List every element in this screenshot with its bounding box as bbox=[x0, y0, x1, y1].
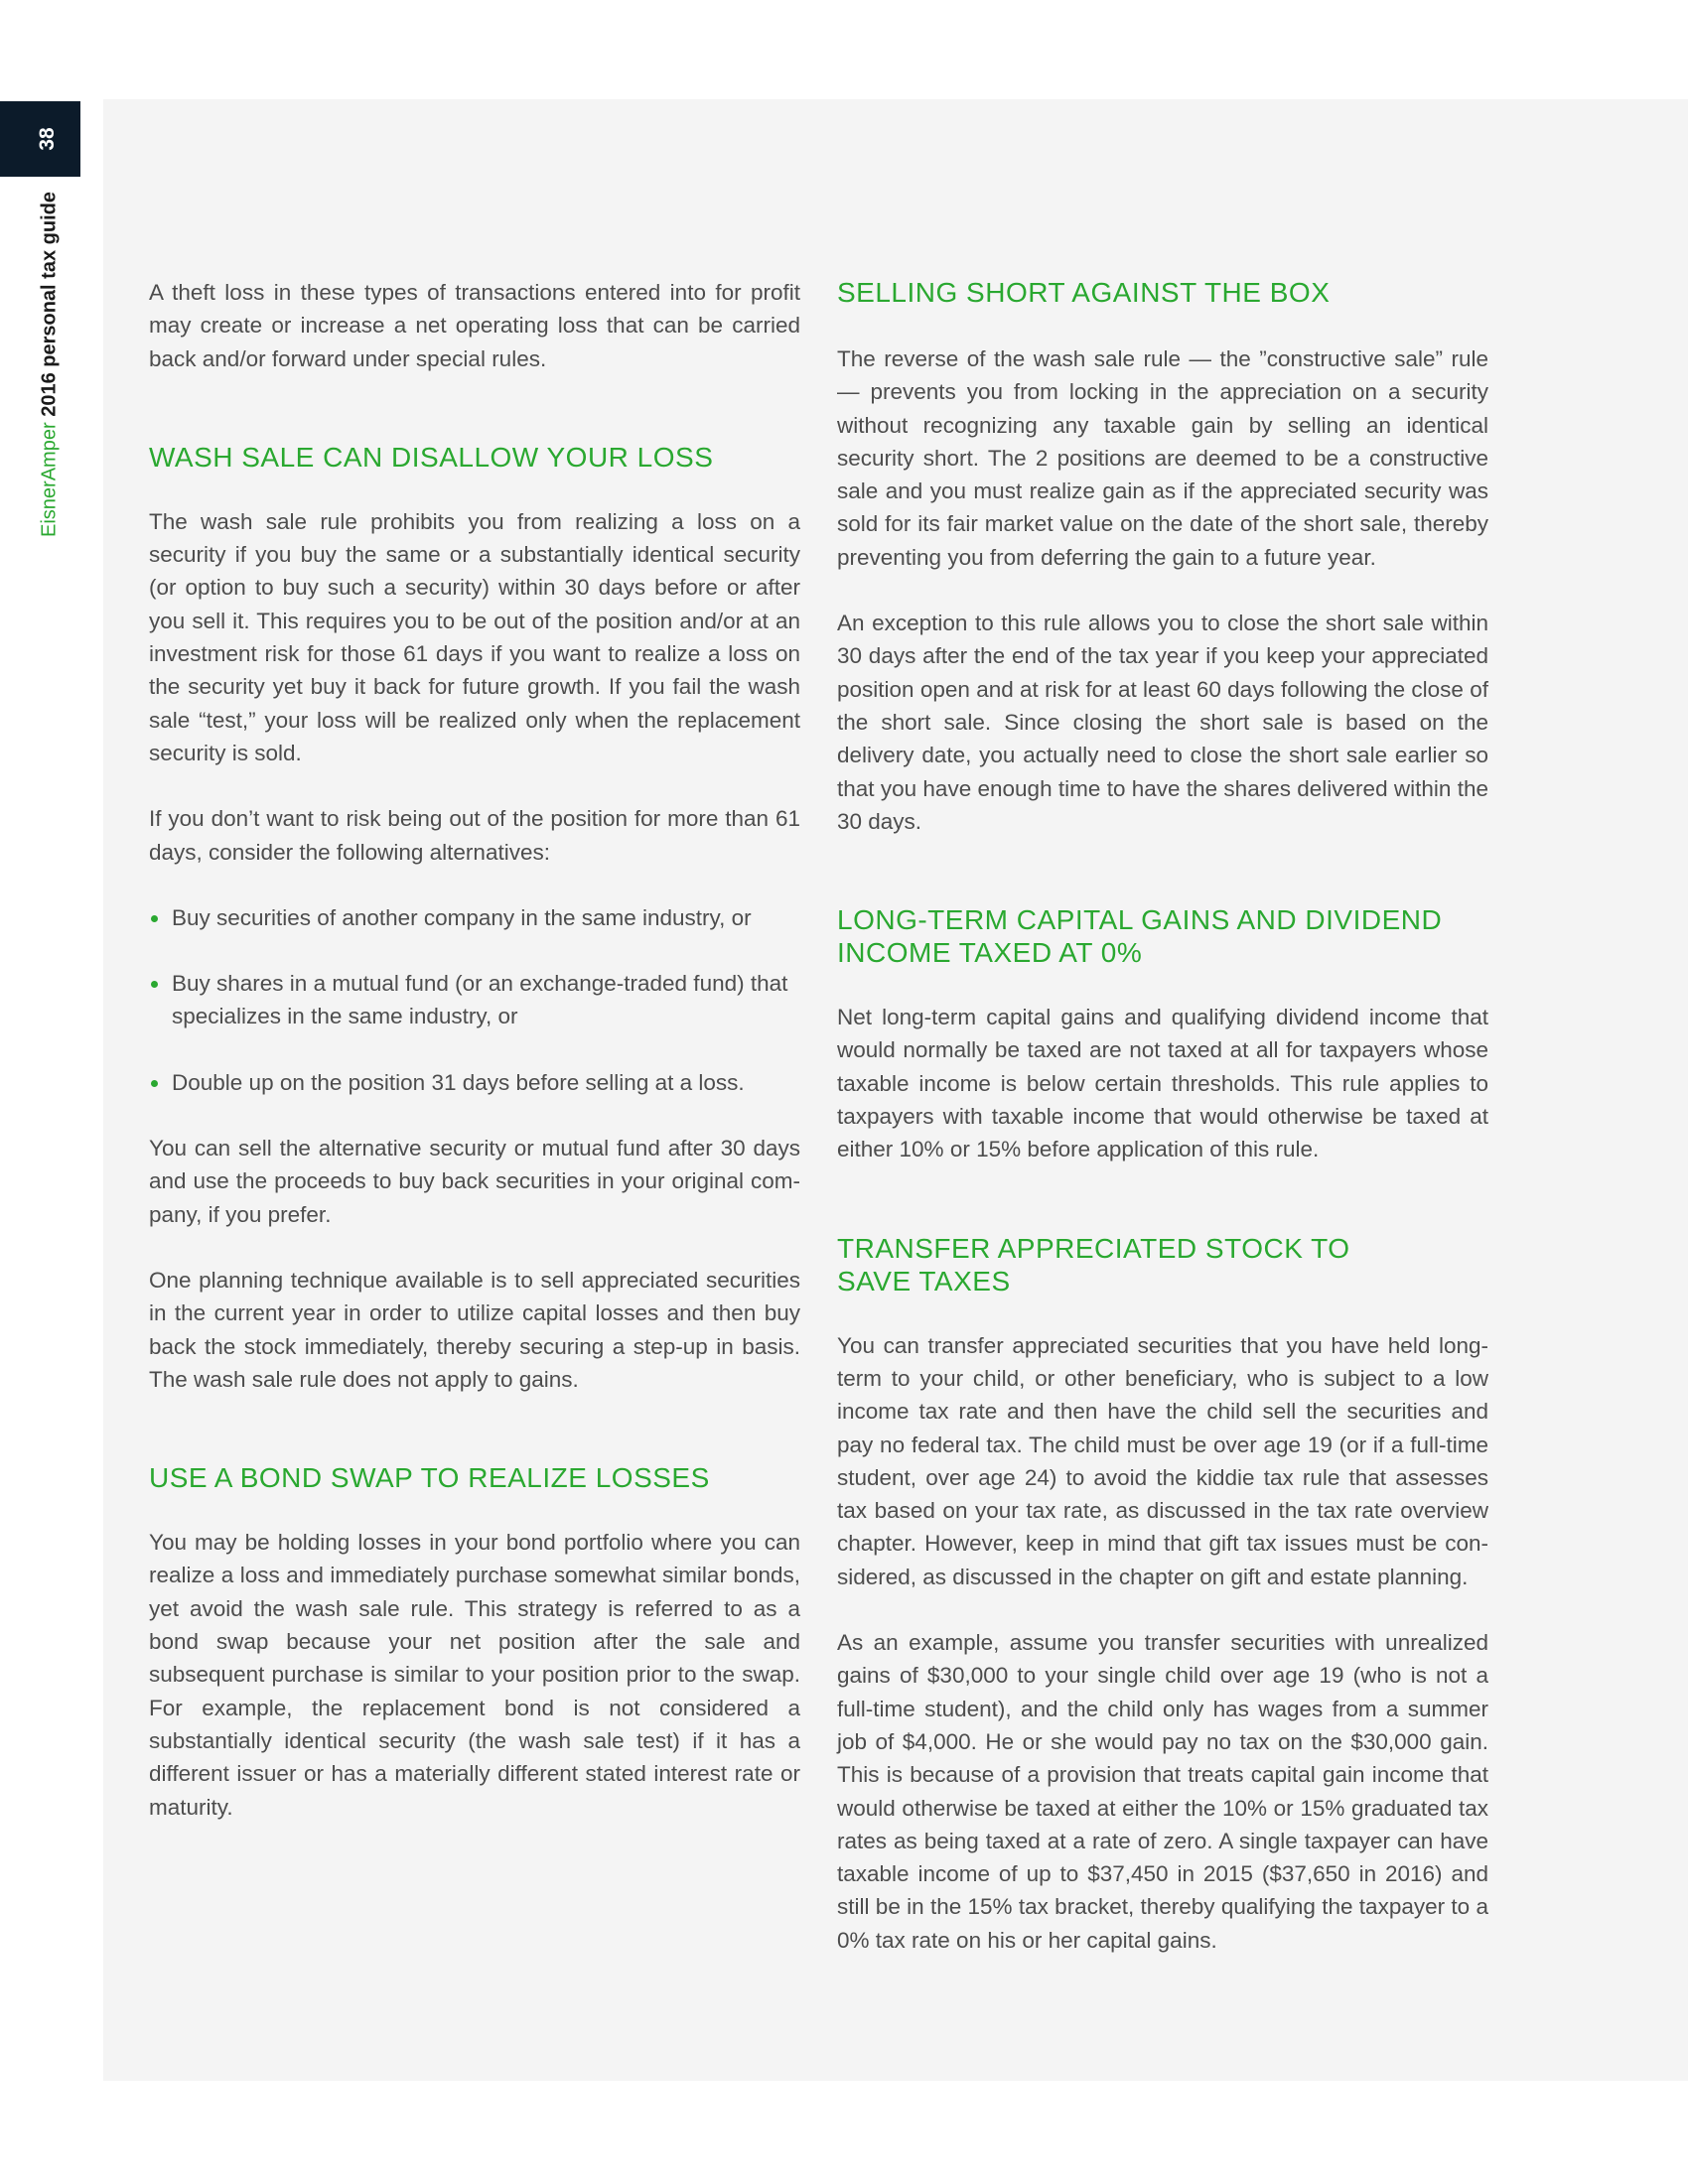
bond-swap-paragraph-1: You may be holding losses in your bond portfolio where you can realize a loss and immediately purchase somewhat similar bonds, yet avoid the wash sale rule. This strategy is referred to as a bond swap because your net position after the sale and subsequent purchase is similar to your position prior to the swap. For example, the replacement bond is not considered a substantially identical security (the wash sale test) if it has a different issuer or has a materially different stated interest rate or maturity. bbox=[149, 1530, 800, 1820]
ltcg-zero-heading-line-2: INCOME TAXED AT 0% bbox=[837, 937, 1143, 969]
wash-sale-heading: WASH SALE CAN DISALLOW YOUR LOSS bbox=[149, 441, 714, 473]
intro-paragraph: A theft loss in these types of transactions entered into for profit may create or increase a net operating loss that can be carried back and/or forward under special rules. bbox=[149, 280, 800, 371]
bullet-icon bbox=[151, 981, 158, 988]
list-item bbox=[149, 967, 800, 1033]
bond-swap-heading: USE A BOND SWAP TO REALIZE LOSSES bbox=[149, 1462, 710, 1494]
bullet-icon bbox=[151, 915, 158, 922]
guide-year: 2016 bbox=[38, 372, 61, 417]
list-item-text: Buy shares in a mutual fund (or an exchange-traded fund) that specializes in the same industry, or bbox=[172, 971, 788, 1029]
transfer-stock-heading-line-2: SAVE TAXES bbox=[837, 1265, 1011, 1297]
bullet-icon bbox=[151, 1080, 158, 1087]
wash-sale-paragraph-2: If you don’t want to risk being out of the position for more than 61 days, consider the following alternatives: bbox=[149, 806, 800, 865]
running-head bbox=[39, 192, 62, 537]
ltcg-zero-heading-line-1: LONG-TERM CAPITAL GAINS AND DIVIDEND bbox=[837, 904, 1443, 936]
list-item bbox=[149, 901, 800, 934]
list-item-text: Double up on the position 31 days before selling at a loss. bbox=[172, 1069, 745, 1095]
transfer-stock-heading-line-1: TRANSFER APPRECIATED STOCK TO bbox=[837, 1232, 1350, 1264]
wash-sale-paragraph-1: The wash sale rule prohibits you from realizing a loss on a security if you buy the same or a substantially identical security (or option to buy such a security) within 30 days before or after you sell it. This requires you to be out of the position and/or at an investment risk for those 61 days if you want to realize a loss on the security yet buy it back for future growth. If you fail the wash sale “test,” your loss will be realized only when the replacement security is sold. bbox=[149, 508, 800, 765]
brand-name: EisnerAmper bbox=[38, 422, 61, 537]
right-column bbox=[837, 276, 1488, 1957]
short-against-box-heading: SELLING SHORT AGAINST THE BOX bbox=[837, 277, 1331, 308]
page-number: 38 bbox=[36, 127, 59, 151]
guide-title: personal tax guide bbox=[38, 192, 61, 367]
alternatives-list bbox=[149, 901, 800, 1099]
short-against-box-paragraph-1: The reverse of the wash sale rule — the ”constructive sale” rule — prevents you from locking in the appreciation on a security without recognizing any taxable gain by selling an identical security short. The 2 positions are deemed to be a constructive sale and you must realize gain as if the appreciated security was sold for its fair market value on the date of the short sale, thereby preventing you from deferring the gain to a future year. bbox=[837, 346, 1488, 570]
wash-sale-paragraph-4: One planning technique available is to sell appreciated securities in the current year in order to utilize capital losses and then buy back the stock immediately, thereby securing a step-up in basis. The wash sale rule does not apply to gains. bbox=[149, 1267, 800, 1392]
left-column bbox=[149, 276, 800, 1824]
wash-sale-paragraph-3: You can sell the alternative security or mutual fund after 30 days and use the proceeds to buy back securities in your original company, if you prefer. bbox=[149, 1136, 800, 1227]
transfer-stock-heading bbox=[837, 1232, 1488, 1297]
ltcg-zero-paragraph-1: Net long-term capital gains and qualifying dividend income that would normally be taxed are not taxed at all for taxpayers whose taxable income is below certain thresholds. This rule applies to taxpayers with taxable income that would otherwise be taxed at either 10% or 15% before application of this rule. bbox=[837, 1005, 1488, 1162]
short-against-box-paragraph-2: An exception to this rule allows you to close the short sale within 30 days after the end of the tax year if you keep your appreciated position open and at risk for at least 60 days following the close of the short sale. Since closing the short sale is based on the delivery date, you actually need to close the short sale earlier so that you have enough time to have the shares delivered within the 30 days. bbox=[837, 611, 1488, 834]
transfer-stock-paragraph-2: As an example, assume you transfer securities with unrealized gains of $30,000 to your single child over age 19 (who is not a full-time student), and the child only has wages from a summer job of $4,000. He or she would pay no tax on the $30,000 gain. This is because of a provision that treats capital gain income that would otherwise be taxed at either the 10% or 15% graduated tax rates as being taxed at a rate of zero. A single taxpayer can have taxable income of up to $37,450 in 2015 ($37,650 in 2016) and still be in the 15% tax bracket, thereby qualifying the taxpayer to a 0% tax rate on his or her capital gains. bbox=[837, 1630, 1488, 1953]
list-item bbox=[149, 1066, 800, 1099]
transfer-stock-paragraph-1: You can transfer appreciated securities that you have held long-term to your child, or other beneficiary, who is subject to a low income tax rate and then have the child sell the securities and pay no federal tax. The child must be over age 19 (or if a full-time student, over age 24) to avoid the kiddie tax rule that assesses tax based on your tax rate, as discussed in the tax rate overview chapter. However, keep in mind that gift tax issues must be considered, as discussed in the chapter on gift and estate planning. bbox=[837, 1332, 1488, 1589]
list-item-text: Buy securities of another company in the same industry, or bbox=[172, 904, 752, 930]
ltcg-zero-heading bbox=[837, 903, 1488, 969]
